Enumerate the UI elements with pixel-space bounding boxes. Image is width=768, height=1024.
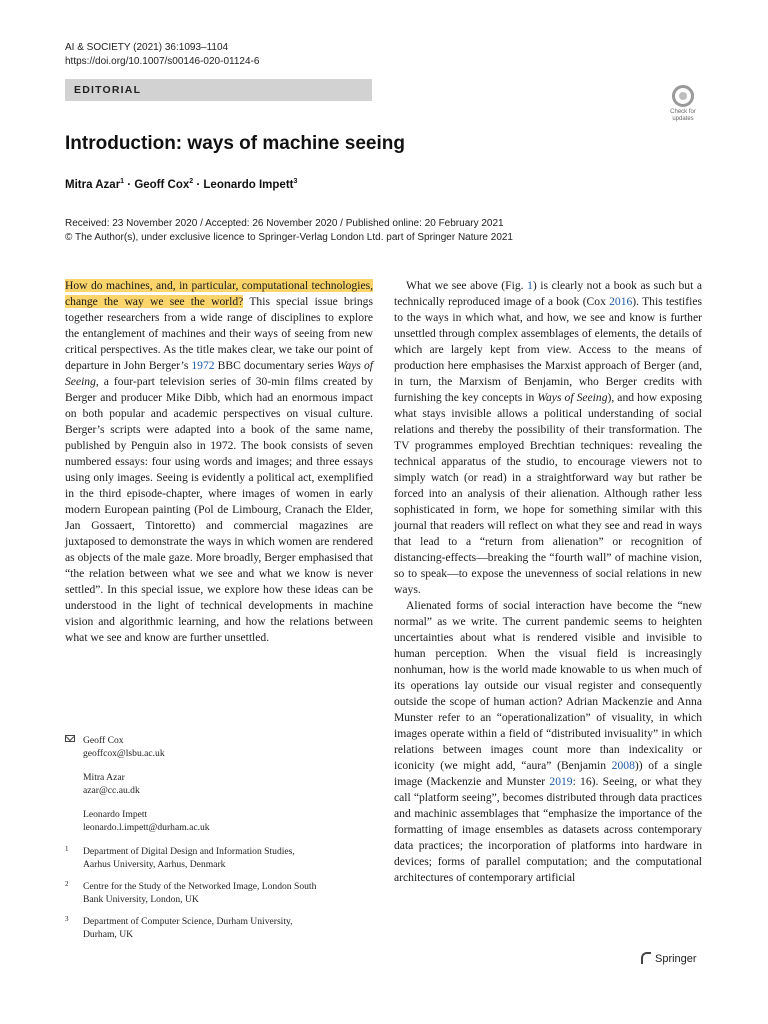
affiliation-line: Department of Computer Science, Durham University, [83, 916, 293, 927]
author-separator: · [193, 178, 204, 191]
contact-name: Geoff Cox [83, 735, 124, 746]
contact-name: Mitra Azar [83, 772, 125, 783]
author-name[interactable]: Mitra Azar [65, 178, 121, 191]
affiliation-number: 3 [65, 915, 69, 923]
affiliation-line: Aarhus University, Aarhus, Denmark [83, 859, 226, 870]
contact-email[interactable]: leonardo.l.impett@durham.ac.uk [83, 822, 210, 833]
article-title: Introduction: ways of machine seeing [65, 133, 405, 154]
left-column [65, 278, 373, 646]
author-name[interactable]: Geoff Cox [134, 178, 190, 191]
publisher-logo [641, 952, 697, 965]
section-label: EDITORIAL [65, 79, 372, 101]
affiliation-entry [65, 915, 365, 941]
contact-email[interactable]: azar@cc.au.dk [83, 785, 140, 796]
author-name[interactable]: Leonardo Impett [203, 178, 294, 191]
citation-link[interactable]: 2008 [611, 759, 635, 772]
check-updates-icon [672, 85, 694, 107]
affiliation-line: Bank University, London, UK [83, 894, 199, 905]
intro-paragraph [65, 278, 373, 646]
body-text: ), and how exposing what stays invisible allows a political understanding of social relations and thereby the possibility of their transformation. The TV programmes employed Brechtian techniques: revealing the technical apparatus of the studio, to encourage viewers not to simply watch (or read) in a straightforward way but rather be forced into an analysis of their alienation. Although rather less sophisticated in form, we hope for something similar with this journal that readers will reflect on what they see and read in ways that lead to a “return from alienation” or recognition of distancing-effects—breaking the “fourth wall” of machine vision, so to speak—to expose the unevenness of social relations in new ways. [394, 391, 702, 596]
citation-link[interactable]: 2016 [609, 295, 633, 308]
author-list [65, 178, 297, 191]
affiliation-entry [65, 845, 365, 871]
envelope-icon [65, 735, 75, 742]
contact-name: Leonardo Impett [83, 809, 148, 820]
publication-dates: Received: 23 November 2020 / Accepted: 26 November 2020 / Published online: 20 February 2021 [65, 218, 504, 229]
body-text: ) is clearly not a book as such but a technically reproduced image of a book (Cox [394, 279, 702, 308]
body-text: )) of a single image (Mackenzie and Munster [394, 759, 702, 788]
italic-title: Ways of Seeing [65, 359, 373, 388]
body-text: BBC documentary series [214, 359, 337, 372]
journal-info: AI & SOCIETY (2021) 36:1093–1104 [65, 42, 229, 53]
doi-link[interactable]: https://doi.org/10.1007/s00146-020-01124-6 [65, 56, 260, 67]
author-affiliation-number: 1 [120, 178, 125, 185]
contact-entry [65, 808, 365, 834]
publisher-name: Springer [655, 953, 697, 965]
body-paragraph [394, 278, 702, 598]
right-column [394, 278, 702, 886]
contact-entry [65, 734, 365, 760]
contact-entry [65, 771, 365, 797]
body-text: : 16). Seeing, or what they call “platform seeing”, becomes distributed through data practices and machinic assemblages that “emphasize the importance of the formatting of image ensembles as datasets across contemporary data practices; the incorporation of platforms into hardware in devices; forms of parallel computation; and the computational architectures of contemporary artificial [394, 775, 702, 884]
author-separator: · [124, 178, 135, 191]
affiliation-line: Centre for the Study of the Networked Image, London South [83, 881, 317, 892]
correspondence-block [65, 734, 365, 950]
body-text: What we see above (Fig. [406, 279, 528, 292]
highlighted-text[interactable]: How do machines, and, in particular, computational technologies, change the way we see the world? [65, 279, 373, 308]
springer-horse-icon [641, 952, 651, 964]
citation-link[interactable]: 2019 [549, 775, 573, 788]
body-text: Alienated forms of social interaction have become the “new normal” as we write. The current pandemic seems to heighten uncertainties about what is rendered visible and invisible to human perception. When the visual field is increasingly nonhuman, how is the world made knowable to us when much of its operations lay outside our visual register and consequently outside the scope of human action? Adrian Mackenzie and Anna Munster refer to an “operationalization” of visuality, in which images operate within a field of “distributed invisuality” in which relations between images count more than indexicality or iconicity (we might add, “aura” (Benjamin [394, 599, 702, 772]
author-affiliation-number: 2 [189, 178, 194, 185]
check-for-updates-badge[interactable] [665, 85, 701, 123]
author-affiliation-number: 3 [293, 178, 298, 185]
affiliation-line: Durham, UK [83, 929, 134, 940]
citation-link[interactable]: 1972 [191, 359, 215, 372]
affiliation-number: 2 [65, 880, 69, 888]
body-text: ). This testifies to the ways in which what, and how, we see and know is further unsettled through complex assemblages of elements, the details of which are largely kept from view. Access to the means of production here emphasises the Marxist approach of Berger (and, in turn, the Marxism of Benjamin, who Berger credits with furnishing the key concepts in [394, 295, 702, 404]
body-text: This special issue brings together researchers from a wide range of disciplines to explore the entanglement of machines and their ways of seeing from new critical perspectives. As the title makes clear, we take our point of departure in John Berger’s [65, 295, 373, 372]
contact-email[interactable]: geoffcox@lsbu.ac.uk [83, 748, 165, 759]
affiliation-number: 1 [65, 845, 69, 853]
body-paragraph [394, 598, 702, 886]
affiliation-entry [65, 880, 365, 906]
body-text: , a four-part television series of 30-min films created by Berger and producer Mike Dibb, which had an enormous impact on both popular and academic perspectives on visual culture. Berger’s scripts were adapted into a book of the same name, published by Penguin also in 1972. The book consists of seven numbered essays: four using words and images; and three essays using only images. Seeing is evidently a political act, exemplified in the third episode-chapter, where images of women in early modern European painting (Pol de Limbourg, Cranach the Elder, Jan Gossaert, Tintoretto) and commercial magazines are juxtaposed to demonstrate the ways in which women are rendered as objects of the male gaze. More broadly, Berger emphasised that “the relation between what we see and what we know is never settled”. In this special issue, we explore how these ideas can be understood in the light of technical developments in machine vision and algorithmic learning, and how the relations between what we see and know are further unsettled. [65, 375, 373, 644]
figure-link[interactable]: 1 [527, 279, 533, 292]
check-updates-label: Check for updates [670, 109, 696, 122]
copyright-line: © The Author(s), under exclusive licence to Springer-Verlag London Ltd. part of Springer Nature 2021 [65, 232, 513, 243]
affiliation-line: Department of Digital Design and Information Studies, [83, 846, 295, 857]
italic-title: Ways of Seeing [537, 391, 608, 404]
